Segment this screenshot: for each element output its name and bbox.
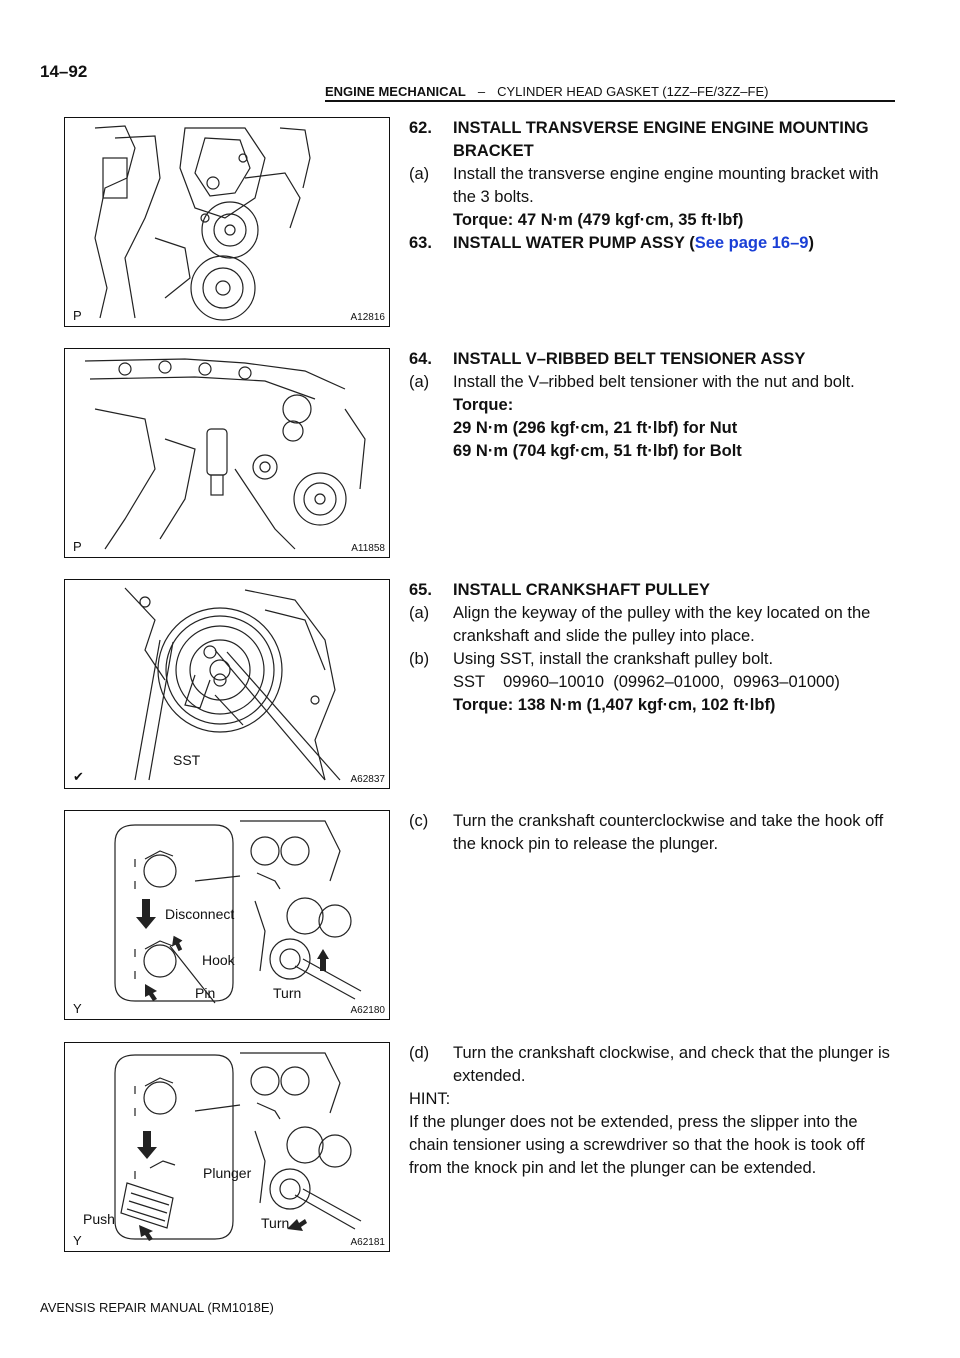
step-65b: (b) Using SST, install the crankshaft pulley bolt. [409, 650, 774, 668]
step-62a: (a) Install the transverse engine engine mounting bracket with the 3 bolts. [409, 165, 879, 206]
figure-code: A11858 [351, 543, 385, 554]
figure-mark: Y [73, 1233, 82, 1248]
figure-crankshaft-pulley [64, 579, 390, 789]
push-label: Push [83, 1211, 115, 1227]
turn-label: Turn [273, 985, 302, 1001]
figure-code: A12816 [350, 312, 385, 323]
turn-label: Turn [261, 1215, 290, 1231]
figure-code: A62181 [350, 1237, 385, 1248]
step-62-torque: Torque: 47 N·m (479 kgf·cm, 35 ft·lbf) [453, 211, 744, 229]
engine-bracket-illustration [65, 118, 389, 326]
step-63-title: 63. INSTALL WATER PUMP ASSY (See page 16–9) [409, 234, 814, 252]
figure-code: A62180 [350, 1005, 385, 1016]
hint-text: If the plunger does not be extended, press the slipper into the chain tensioner using a screwdriver so that the hook is took off from the knock pin and let the plunger can be extended. [409, 1113, 865, 1177]
figure-extend-plunger [64, 1042, 390, 1252]
tensioner-illustration [65, 349, 389, 557]
pulley-sst-illustration [65, 580, 389, 788]
step-65d: (d) Turn the crankshaft clockwise, and check that the plunger is extended. [409, 1044, 890, 1085]
figure-mounting-bracket [64, 117, 390, 327]
disconnect-label: Disconnect [165, 906, 235, 922]
step-65-sst: SST 09960–10010 (09962–01000, 09963–01000) [453, 673, 840, 691]
step-64-block [409, 348, 895, 463]
step-65c: (c) Turn the crankshaft counterclockwise and take the hook off the knock pin to release the plunger. [409, 812, 884, 853]
step-62-block [409, 117, 895, 255]
step-62-title: 62. INSTALL TRANSVERSE ENGINE ENGINE MOUNTING BRACKET [409, 119, 869, 160]
see-page-link[interactable]: See page 16–9 [694, 234, 809, 252]
plunger-label: Plunger [203, 1165, 252, 1181]
hook-label: Hook [202, 952, 235, 968]
page-number: 14–92 [40, 62, 88, 81]
step-64-torque-label: Torque: [453, 396, 514, 414]
step-65d-block [409, 1042, 895, 1180]
step-64-torque-nut: 29 N·m (296 kgf·cm, 21 ft·lbf) for Nut [453, 419, 738, 437]
figure-release-plunger [64, 810, 390, 1020]
header-separator: – [477, 84, 486, 99]
figure-mark: P [73, 539, 82, 554]
figure-mark: ✔ [73, 769, 84, 784]
pin-label: Pin [195, 985, 216, 1001]
figure-code: A62837 [350, 774, 385, 785]
step-65-block [409, 579, 895, 717]
step-64-title: 64. INSTALL V–RIBBED BELT TENSIONER ASSY [409, 350, 806, 368]
figure-mark: P [73, 308, 82, 323]
step-65c-block [409, 810, 895, 856]
figure-mark: Y [73, 1001, 82, 1016]
page-footer: AVENSIS REPAIR MANUAL (RM1018E) [40, 1300, 274, 1315]
step-65a: (a) Align the keyway of the pulley with the key located on the crankshaft and slide the pulley into place. [409, 604, 871, 645]
header-section: ENGINE MECHANICAL [325, 84, 466, 99]
header-subsection: CYLINDER HEAD GASKET (1ZZ–FE/3ZZ–FE) [497, 84, 769, 99]
sst-label: SST [173, 752, 201, 768]
figure-belt-tensioner [64, 348, 390, 558]
step-65-title: 65. INSTALL CRANKSHAFT PULLEY [409, 581, 710, 599]
hint-label: HINT: [409, 1090, 451, 1108]
step-64a: (a) Install the V–ribbed belt tensioner with the nut and bolt. [409, 373, 855, 391]
step-64-torque-bolt: 69 N·m (704 kgf·cm, 51 ft·lbf) for Bolt [453, 442, 742, 460]
page-header [325, 84, 768, 99]
step-65-torque: Torque: 138 N·m (1,407 kgf·cm, 102 ft·lbf) [453, 696, 776, 714]
header-rule [325, 100, 895, 102]
